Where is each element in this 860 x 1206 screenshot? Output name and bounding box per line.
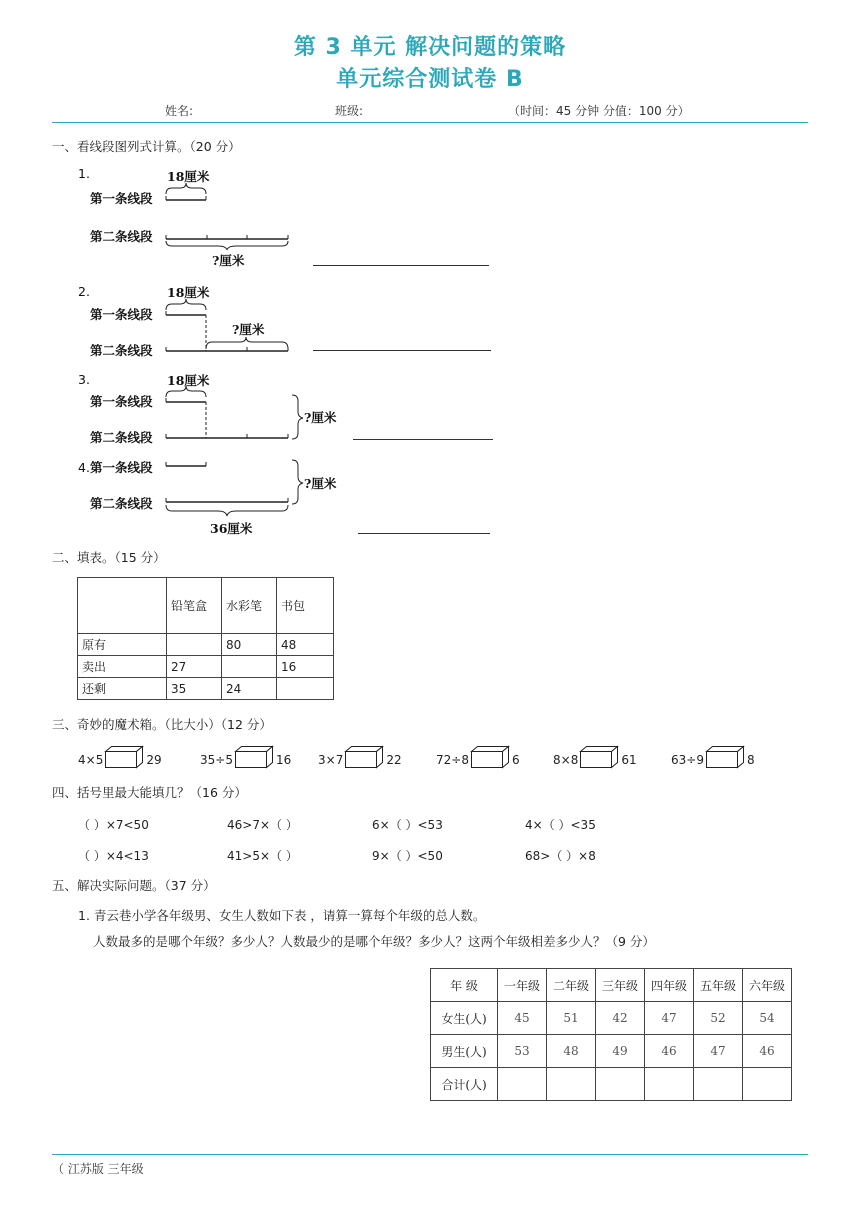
table-cell[interactable] xyxy=(596,1068,645,1101)
table-row xyxy=(78,634,334,656)
class-label: 班级: xyxy=(335,104,364,118)
p2-line2-label: 第二条线段 xyxy=(90,343,153,358)
table-header-cell: 书包 xyxy=(277,578,334,634)
p3-line2-label: 第二条线段 xyxy=(90,430,153,445)
table-cell: 54 xyxy=(743,1002,792,1035)
magic-box[interactable] xyxy=(234,745,274,769)
table-cell[interactable] xyxy=(547,1068,596,1101)
table-cell: 48 xyxy=(277,634,334,656)
inequality[interactable]: 9×（ ）<50 xyxy=(372,849,443,863)
p4-answer-line[interactable] xyxy=(358,533,490,534)
table-cell: 47 xyxy=(694,1035,743,1068)
inequality[interactable]: 41>5×（ ） xyxy=(227,849,298,863)
header-rule xyxy=(52,122,808,123)
footer-rule xyxy=(52,1154,808,1155)
grade-header-cell: 一年级 xyxy=(498,969,547,1002)
inequality[interactable]: 6×（ ）<53 xyxy=(372,818,443,832)
magic-left-expr: 35÷5 xyxy=(200,753,233,767)
row-label: 男生(人) xyxy=(431,1035,498,1068)
inequality[interactable]: 4×（ ）<35 xyxy=(525,818,596,832)
p4-side-label: ?厘米 xyxy=(304,476,337,491)
p3-answer-line[interactable] xyxy=(353,439,493,440)
magic-box[interactable] xyxy=(705,745,745,769)
table-cell: 47 xyxy=(645,1002,694,1035)
p2-number: 2. xyxy=(78,284,90,299)
inequality[interactable]: （ ）×7<50 xyxy=(78,818,149,832)
table-cell: 24 xyxy=(222,678,277,700)
magic-box[interactable] xyxy=(344,745,384,769)
magic-right-num: 6 xyxy=(511,753,520,767)
table-cell[interactable] xyxy=(222,656,277,678)
inequality[interactable]: 46>7×（ ） xyxy=(227,818,298,832)
p2-line1-label: 第一条线段 xyxy=(90,307,153,322)
table-row xyxy=(431,1068,792,1101)
inequality[interactable]: （ ）×4<13 xyxy=(78,849,149,863)
section3-heading: 三、奇妙的魔术箱。（比大小）（12 分） xyxy=(52,717,272,732)
p2-answer-line[interactable] xyxy=(313,350,491,351)
table-cell: 80 xyxy=(222,634,277,656)
table-cell: 35 xyxy=(167,678,222,700)
p2-segment-diagram xyxy=(160,296,300,356)
grade-header-cell: 六年级 xyxy=(743,969,792,1002)
row-label: 还剩 xyxy=(78,678,167,700)
fill-table xyxy=(77,577,334,700)
p1-answer-line[interactable] xyxy=(313,265,489,266)
grade-header-cell: 三年级 xyxy=(596,969,645,1002)
magic-right-num: 16 xyxy=(275,753,292,767)
table-cell: 46 xyxy=(743,1035,792,1068)
table-cell: 53 xyxy=(498,1035,547,1068)
table-cell: 27 xyxy=(167,656,222,678)
p2-mid-label: ?厘米 xyxy=(232,322,265,337)
name-label: 姓名: xyxy=(165,104,194,118)
p4-line1-label: 第一条线段 xyxy=(90,460,153,475)
magic-right-num: 29 xyxy=(146,753,162,767)
table-cell[interactable] xyxy=(167,634,222,656)
p1-top-label: 18厘米 xyxy=(167,169,210,184)
p4-segment-diagram xyxy=(160,455,310,527)
section5-heading: 五、解决实际问题。（37 分） xyxy=(52,878,216,893)
magic-box[interactable] xyxy=(579,745,619,769)
magic-left-expr: 72÷8 xyxy=(436,753,469,767)
title-line2: 单元综合测试卷 B xyxy=(336,67,524,92)
table-row xyxy=(78,656,334,678)
title-line1: 第 3 单元 解决问题的策略 xyxy=(293,35,567,60)
p3-line1-label: 第一条线段 xyxy=(90,394,153,409)
grade-header-cell: 二年级 xyxy=(547,969,596,1002)
row-label: 合计(人) xyxy=(431,1068,498,1101)
table-cell: 48 xyxy=(547,1035,596,1068)
table-row xyxy=(431,1002,792,1035)
magic-box[interactable] xyxy=(470,745,510,769)
p4-number: 4. xyxy=(78,460,90,475)
p3-top-label: 18厘米 xyxy=(167,373,210,388)
grade-header-cell: 五年级 xyxy=(694,969,743,1002)
table-row xyxy=(78,678,334,700)
p4-line2-label: 第二条线段 xyxy=(90,496,153,511)
magic-left-expr: 63÷9 xyxy=(671,753,704,767)
magic-box[interactable] xyxy=(104,745,144,769)
table-header-cell: 水彩笔 xyxy=(222,578,277,634)
q1-line1: 1. 青云巷小学各年级男、女生人数如下表 ，请算一算每个年级的总人数。 xyxy=(78,908,486,923)
table-cell[interactable] xyxy=(645,1068,694,1101)
grade-header-cell: 四年级 xyxy=(645,969,694,1002)
table-cell: 16 xyxy=(277,656,334,678)
magic-left-expr: 3×7 xyxy=(318,753,344,767)
grade-table-header xyxy=(431,969,792,1002)
table-cell[interactable] xyxy=(277,678,334,700)
footer-text: （ 江苏版 三年级 xyxy=(52,1162,144,1176)
inequality[interactable]: 68>（ ）×8 xyxy=(525,849,596,863)
grade-header-cell: 年 级 xyxy=(431,969,498,1002)
p1-segment-diagram xyxy=(160,180,300,250)
magic-right-num: 8 xyxy=(746,753,755,767)
section2-heading: 二、填表。（15 分） xyxy=(52,550,166,565)
p1-number: 1. xyxy=(78,166,90,181)
magic-right-num: 22 xyxy=(386,753,402,767)
section4-heading: 四、括号里最大能填几？（16 分） xyxy=(52,785,247,800)
p1-line1-label: 第一条线段 xyxy=(90,191,153,206)
magic-left-expr: 8×8 xyxy=(553,753,579,767)
time-score: （时间：45 分钟 分值：100 分） xyxy=(508,104,690,118)
magic-left-expr: 4×5 xyxy=(78,753,104,767)
row-label: 女生(人) xyxy=(431,1002,498,1035)
p1-line2-label: 第二条线段 xyxy=(90,229,153,244)
magic-right-num: 61 xyxy=(621,753,637,767)
table-cell: 51 xyxy=(547,1002,596,1035)
p3-number: 3. xyxy=(78,372,90,387)
p1-bottom-label: ?厘米 xyxy=(212,253,245,268)
table-cell: 45 xyxy=(498,1002,547,1035)
grade-table xyxy=(430,968,792,1101)
table-cell: 46 xyxy=(645,1035,694,1068)
table-row xyxy=(431,1035,792,1068)
row-label: 原有 xyxy=(78,634,167,656)
table-cell[interactable] xyxy=(498,1068,547,1101)
table-cell: 49 xyxy=(596,1035,645,1068)
table-header-cell xyxy=(78,578,167,634)
p2-top-label: 18厘米 xyxy=(167,285,210,300)
table-header-row xyxy=(78,578,334,634)
table-cell[interactable] xyxy=(743,1068,792,1101)
row-label: 卖出 xyxy=(78,656,167,678)
q1-line2: 人数最多的是哪个年级？多少人？人数最少的是哪个年级？多少人？这两个年级相差多少人？（9 分） xyxy=(93,934,655,949)
p3-side-label: ?厘米 xyxy=(304,410,337,425)
p4-bottom-label: 36厘米 xyxy=(210,521,253,536)
section1-heading: 一、看线段图列式计算。（20 分） xyxy=(52,139,241,154)
table-header-cell: 铅笔盒 xyxy=(167,578,222,634)
p3-segment-diagram xyxy=(160,383,310,445)
table-cell[interactable] xyxy=(694,1068,743,1101)
table-cell: 42 xyxy=(596,1002,645,1035)
table-cell: 52 xyxy=(694,1002,743,1035)
